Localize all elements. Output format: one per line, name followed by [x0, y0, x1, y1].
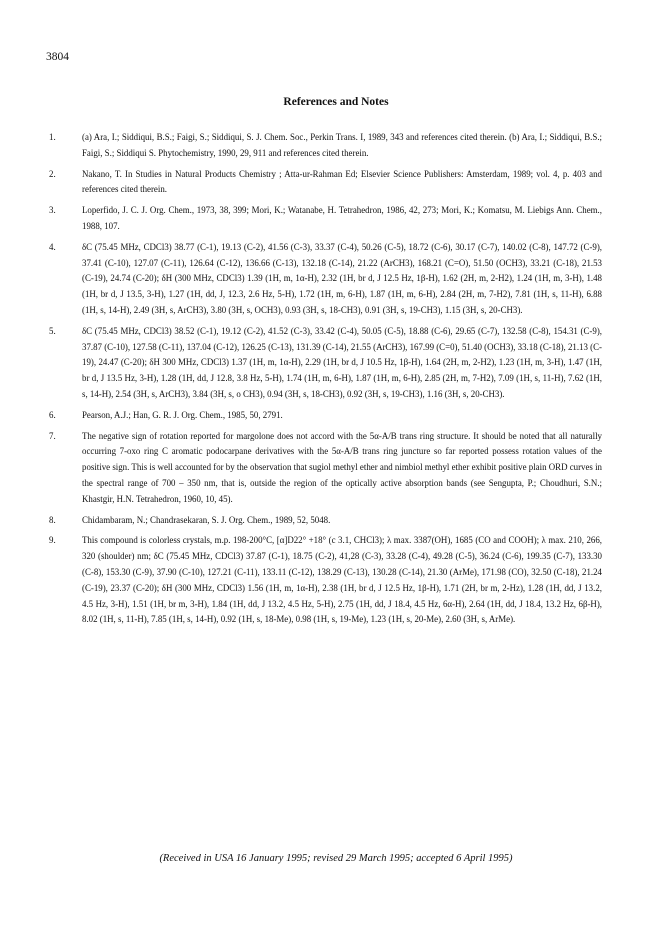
reference-text: δC (75.45 MHz, CDCl3) 38.52 (C-1), 19.12 (C-2), 41.52 (C-3), 33.42 (C-4), 50.05 (C-5), 18.88 (C-6), 29.65 (C-7), 132.58 (C-8), 154.31 (C-9), 37.87 (C-10), 127.58 (C-11), 137.04 (C-12), 126.25 (C-13), 131.39 (C-14), 21.55 (ArCH3), 167.99 (C=0), 51.40 (OCH3), 33.18 (C-18), 21.13 (C-19), 24.47 (C-20); δH 300 MHz, CDCl3) 1.37 (1H, m, 1α-H), 2.29 (1H, br d, J 10.5 Hz, 1β-H), 1.64 (2H, m, 2-H2), 1.23 (1H, m, 3-H), 1.47 (1H, br d, J 13.5 Hz, 3-H), 1.28 (1H, dd, J 12.8, 3.8 Hz, 5-H), 1.74 (1H, m, 6-H), 1.87 (1H, m, 6-H), 2.85 (2H, m, 7-H2), 7.09 (1H, s, 11-H), 7.62 (1H, s, 14-H), 2.54 (3H, s, ArCH3), 3.84 (3H, s, o CH3), 0.94 (3H, s, 18-CH3), 0.92 (3H, s, 19-CH3), 1.16 (3H, s, 20-CH3).: [82, 325, 602, 399]
section-heading: References and Notes: [283, 96, 389, 108]
reference-item: [49, 167, 602, 199]
reference-text: The negative sign of rotation reported for margolone does not accord with the 5α-A/B trans ring structure. It should be noted that all naturally occurring 7-oxo ring C aromatic podocarpane derivatives with the 5α-A/B trans ring juncture so far reported possess rotation values of the positive sign. This is well accounted for by the observation that sugiol methyl ether and nimbiol methyl ether exhibit positive plain ORD curves in the spectral range of 700 – 350 nm, that is, outside the region of the optically active absorption bands (see Sengupta, P.; Choudhuri, S.N.; Khastgir, H.N. Tetrahedron, 1960, 10, 45).: [82, 430, 602, 504]
reference-text: (a) Ara, I.; Siddiqui, B.S.; Faigi, S.; Siddiqui, S. J. Chem. Soc., Perkin Trans. I, 1989, 343 and references cited therein. (b) Ara, I.; Siddiqui, B.S.; Faigi, S.; Siddiqui S. Phytochemistry, 1990, 29, 911 and references cited therein.: [82, 132, 602, 158]
reference-number: 6.: [49, 409, 56, 420]
reference-item: [49, 130, 602, 162]
reference-item: [49, 203, 602, 235]
reference-number: 1.: [49, 132, 56, 142]
reference-text: Pearson, A.J.; Han, G. R. J. Org. Chem., 1985, 50, 2791.: [82, 409, 283, 420]
reference-number: 7.: [49, 430, 56, 441]
reference-item: [49, 408, 602, 424]
reference-item: [49, 324, 602, 403]
reference-number: 8.: [49, 514, 56, 525]
reference-item: [49, 429, 602, 508]
reference-item: [49, 513, 602, 529]
reference-number: 5.: [49, 325, 56, 336]
received-dates-footer: (Received in USA 16 January 1995; revised 29 March 1995; accepted 6 April 1995): [159, 853, 513, 864]
reference-text: Chidambaram, N.; Chandrasekaran, S. J. Org. Chem., 1989, 52, 5048.: [82, 514, 331, 525]
reference-text: δC (75.45 MHz, CDCl3) 38.77 (C-1), 19.13 (C-2), 41.56 (C-3), 33.37 (C-4), 50.26 (C-5), 18.72 (C-6), 30.17 (C-7), 140.02 (C-8), 147.72 (C-9), 37.41 (C-10), 127.07 (C-11), 126.64 (C-12), 136.66 (C-13), 132.18 (C-14), 21.22 (ArCH3), 168.21 (C=O), 51.50 (OCH3), 33.21 (C-18), 21.53 (C-19), 24.74 (C-20); δH (300 MHz, CDCl3) 1.39 (1H, m, 1α-H), 2.32 (1H, br d, J 12.5 Hz, 1β-H), 1.62 (2H, m, 2-H2), 1.24 (1H, m, 3-H), 1.48 (1H, br d, J 13.5, 3-H), 1.27 (1H, dd, J, 12.3, 2.6 Hz, 5-H), 1.72 (1H, m, 6-H), 1.87 (1H, m, 6-H), 2.84 (2H, m, 7-H2), 7.81 (1H, s, 11-H), 6.88 (1H, s, 14-H), 2.49 (3H, s, ArCH3), 3.80 (3H, s, OCH3), 0.93 (3H, s, 18-CH3), 0.91 (3H, s, 19-CH3), 1.15 (3H, s, 20-CH3).: [82, 241, 602, 315]
reference-item: [49, 533, 602, 628]
reference-number: 4.: [49, 241, 56, 252]
reference-text: Nakano, T. In Studies in Natural Products Chemistry ; Atta-ur-Rahman Ed; Elsevier Science Publishers: Amsterdam, 1989; vol. 4, p. 403 and references cited therein.: [82, 168, 602, 195]
reference-text: Loperfido, J. C. J. Org. Chem., 1973, 38, 399; Mori, K.; Watanabe, H. Tetrahedron, 1986, 42, 273; Mori, K.; Komatsu, M. Liebigs Ann. Chem., 1988, 107.: [82, 205, 602, 231]
reference-number: 3.: [49, 205, 56, 216]
reference-item: [49, 240, 602, 319]
reference-number: 2.: [49, 168, 56, 179]
reference-text: This compound is colorless crystals, m.p. 198-200°C, [α]D22° +18° (c 3.1, CHCl3); λ max. 3387(OH), 1685 (CO and COOH); λ max. 210, 266, 320 (shoulder) nm; δC (75.45 MHz, CDCl3) 37.87 (C-1), 18.75 (C-2), 41,28 (C-3), 33.28 (C-4), 49.28 (C-5), 36.24 (C-6), 199.35 (C-7), 133.30 (C-8), 153.30 (C-9), 37.90 (C-10), 127.21 (C-11), 133.11 (C-12), 138.29 (C-13), 130.28 (C-14), 21.30 (ArMe), 171.98 (CO), 32.50 (C-18), 21.24 (C-19), 23.37 (C-20); δH (300 MHz, CDCl3) 1.56 (1H, m, 1α-H), 2.38 (1H, br d, J 12.5 Hz, 1β-H), 1.71 (2H, br m, 2-Hz), 1.28 (1H, dd, J 13.2, 4.5 Hz, 3-H), 1.51 (1H, br m, 3-H), 1.84 (1H, dd, J 13.2, 4.5 Hz, 5-H), 2.75 (1H, dd, J 18.4, 4.5 Hz, 6α-H), 2.64 (1H, dd, J 18.4, 13.2 Hz, 6β-H), 8.02 (1H, s, 11-H), 7.85 (1H, s, 14-H), 0.92 (1H, s, 18-Me), 0.98 (1H, s, 19-Me), 1.23 (1H, s, 20-Me), 2.60 (3H, s, ArMe).: [82, 535, 602, 625]
reference-list: [49, 130, 602, 633]
reference-number: 9.: [49, 535, 56, 546]
page-number: 3804: [46, 51, 69, 63]
